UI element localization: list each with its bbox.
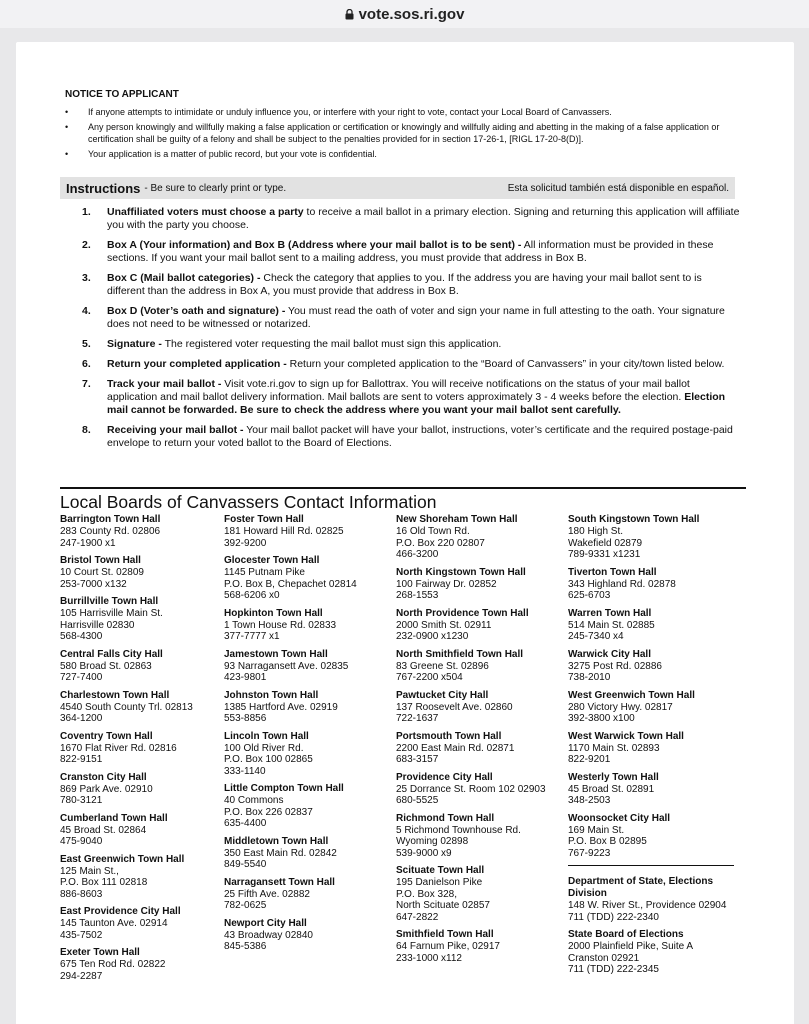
board-detail: 886-8603	[60, 888, 103, 900]
step-number: 1.	[82, 206, 91, 218]
board-entry	[60, 906, 235, 941]
board-name: North Providence Town Hall	[396, 607, 529, 619]
board-detail: 625-6703	[568, 590, 611, 601]
board-name: Cranston City Hall	[60, 771, 147, 783]
board-detail: P.O. Box 226 02837	[224, 806, 313, 818]
board-detail: P.O. Box 328,	[396, 888, 457, 900]
board-name: Westerly Town Hall	[568, 771, 659, 783]
step-text: You must read the oath of voter and sign your name in full attesting to the oath. Your signature does not need to be witnessed or notarized.	[107, 305, 725, 330]
lock-icon	[345, 9, 354, 20]
board-detail: 5 Richmond Townhouse Rd.	[396, 824, 521, 836]
board-detail: 232-0900 x1230	[396, 631, 469, 642]
board-name: Portsmouth Town Hall	[396, 730, 502, 742]
step-bold-text: Box D (Voter’s oath and signature) -	[107, 305, 286, 317]
board-detail: 580 Broad St. 02863	[60, 660, 152, 672]
board-detail: 475-9040	[60, 836, 103, 847]
document-page	[16, 42, 794, 1024]
board-detail: 137 Roosevelt Ave. 02860	[396, 701, 513, 713]
board-entry	[568, 514, 743, 561]
instruction-step	[82, 239, 742, 265]
board-detail: 181 Howard Hill Rd. 02825	[224, 526, 344, 537]
step-number: 4.	[82, 305, 91, 317]
board-detail: Cranston 02921	[568, 952, 640, 964]
board-detail: 435-7502	[60, 929, 103, 941]
board-name: Pawtucket City Hall	[396, 689, 489, 701]
board-name: Middletown Town Hall	[224, 835, 329, 847]
board-name: Providence City Hall	[396, 771, 493, 783]
board-detail: 125 Main St.,	[60, 865, 119, 877]
board-detail: 1670 Flat River Rd. 02816	[60, 742, 177, 754]
board-detail: 845-5386	[224, 941, 267, 952]
board-entry	[224, 555, 399, 602]
board-name: Richmond Town Hall	[396, 812, 495, 824]
board-detail: 2000 Plainfield Pike, Suite A	[568, 941, 694, 952]
board-detail: 675 Ten Rod Rd. 02822	[60, 959, 166, 970]
board-entry	[224, 877, 399, 912]
step-bold-text: Track your mail ballot -	[107, 378, 222, 390]
board-detail: 780-3121	[60, 795, 103, 806]
step-number: 8.	[82, 424, 91, 436]
board-detail: 789-9331 x1231	[568, 549, 641, 560]
step-text: The registered voter requesting the mail ballot must sign this application.	[161, 338, 502, 350]
board-entry	[568, 929, 743, 976]
local-boards-title: Local Boards of Canvassers Contact Information	[60, 492, 437, 512]
board-name: North Kingstown Town Hall	[396, 566, 526, 578]
notice-list	[65, 106, 745, 163]
board-detail: 767-9223	[568, 847, 611, 859]
board-name: Narragansett Town Hall	[224, 876, 335, 888]
board-detail: 195 Danielson Pike	[396, 877, 483, 888]
board-detail: P.O. Box 111 02818	[60, 877, 148, 888]
board-detail: 377-7777 x1	[224, 631, 280, 642]
step-bold-text: Unaffiliated voters must choose a party	[107, 206, 304, 218]
board-detail: 1145 Putnam Pike	[224, 567, 305, 578]
board-entry	[568, 567, 743, 602]
instruction-step	[82, 378, 742, 417]
board-name: Cumberland Town Hall	[60, 812, 168, 824]
board-detail: 180 High St.	[568, 526, 624, 537]
board-detail: 233-1000 x112	[396, 952, 462, 964]
board-entry	[396, 514, 571, 561]
board-entry	[60, 731, 235, 766]
board-detail: 268-1553	[396, 590, 439, 601]
board-detail: 539-9000 x9	[396, 847, 452, 859]
board-name: East Providence City Hall	[60, 906, 181, 917]
browser-url: vote.sos.ri.gov	[358, 5, 465, 23]
board-name: State Board of Elections	[568, 929, 684, 940]
board-detail: 100 Old River Rd.	[224, 742, 304, 754]
board-detail: 1170 Main St. 02893	[568, 742, 660, 754]
board-detail: 333-1140	[224, 765, 266, 777]
board-name: Central Falls City Hall	[60, 648, 163, 660]
board-name: Woonsocket City Hall	[568, 812, 671, 824]
instruction-step	[82, 206, 742, 232]
notice-title: NOTICE TO APPLICANT	[65, 89, 179, 100]
board-name: Burrillville Town Hall	[60, 596, 159, 607]
board-detail: 4540 South County Trl. 02813	[60, 701, 193, 713]
board-entry	[568, 772, 743, 807]
board-entry	[396, 567, 571, 602]
board-detail: 245-7340 x4	[568, 631, 624, 642]
board-detail: 247-1900 x1	[60, 537, 116, 549]
board-name: Warren Town Hall	[568, 607, 652, 619]
board-detail: 722-1637	[396, 713, 439, 724]
notice-item: • If anyone attempts to intimidate or unduly influence you, or interfere with your right to vote, contact your Local Board of Canvassers.	[65, 106, 745, 118]
board-name: Exeter Town Hall	[60, 947, 140, 958]
board-detail: 711 (TDD) 222-2340	[568, 911, 659, 923]
board-name: Tiverton Town Hall	[568, 566, 657, 578]
browser-address-bar[interactable]	[0, 0, 809, 28]
board-detail: Wakefield 02879	[568, 537, 643, 549]
board-detail: 25 Fifth Ave. 02882	[224, 888, 310, 900]
board-entry	[224, 783, 399, 830]
board-entry	[60, 813, 235, 848]
board-detail: 738-2010	[568, 672, 611, 683]
board-entry	[568, 608, 743, 643]
board-name: Scituate Town Hall	[396, 865, 485, 876]
board-name: New Shoreham Town Hall	[396, 514, 518, 525]
spanish-availability-note: Esta solicitud también está disponible en español.	[507, 182, 729, 194]
section-divider	[60, 487, 746, 489]
board-name: Coventry Town Hall	[60, 730, 153, 742]
step-text: Check the category that applies to you. If the address you are having your mail ballot sent to is different than the address in Box A, you must provide that address in Box B.	[107, 272, 702, 297]
instructions-header	[60, 177, 735, 199]
boards-column	[568, 514, 743, 982]
board-detail: 767-2200 x504	[396, 672, 463, 683]
notice-item: • Your application is a matter of public record, but your vote is confidential.	[65, 148, 745, 160]
board-detail: 169 Main St.	[568, 824, 625, 836]
board-detail: 869 Park Ave. 02910	[60, 783, 153, 795]
board-detail: 568-6206 x0	[224, 590, 280, 601]
board-name: Johnston Town Hall	[224, 689, 319, 701]
instruction-step	[82, 338, 742, 351]
board-entry	[60, 854, 235, 901]
board-detail: 40 Commons	[224, 795, 284, 806]
board-name: Jamestown Town Hall	[224, 648, 328, 660]
board-entry	[224, 731, 399, 778]
board-entry	[224, 514, 399, 549]
board-entry	[396, 731, 571, 766]
board-entry	[60, 690, 235, 725]
board-entry	[568, 731, 743, 766]
instruction-step	[82, 424, 742, 450]
step-number: 3.	[82, 272, 91, 284]
board-name: Warwick City Hall	[568, 648, 651, 660]
board-name: West Warwick Town Hall	[568, 730, 684, 742]
board-detail: 727-7400	[60, 672, 103, 683]
board-entry	[396, 608, 571, 643]
board-name: Bristol Town Hall	[60, 555, 141, 566]
board-detail: 350 East Main Rd. 02842	[224, 847, 337, 859]
board-detail: Harrisville 02830	[60, 619, 135, 631]
board-detail: 283 County Rd. 02806	[60, 526, 161, 537]
board-detail: 683-3157	[396, 754, 439, 765]
board-detail: 849-5540	[224, 859, 267, 870]
board-detail: 294-2287	[60, 970, 103, 982]
board-detail: P.O. Box B, Chepachet 02814	[224, 578, 357, 590]
board-name: East Greenwich Town Hall	[60, 853, 185, 865]
board-detail: 392-9200	[224, 537, 267, 549]
step-bold-text: Box A (Your information) and Box B (Address where your mail ballot is to be sent) -	[107, 239, 522, 251]
board-entry	[60, 514, 235, 549]
board-name: South Kingstown Town Hall	[568, 514, 700, 525]
step-text: Visit vote.ri.gov to sign up for Ballottrax. You will receive notifications on the status of your mail ballot application and mail ballot delivery information. Mail ballots are sent to voters approximately 3 - 4 weeks before the election.	[107, 378, 690, 403]
notice-item: • Any person knowingly and willfully making a false application or certification or knowingly and willfully aiding and abetting in the making of a false application or certification shall be guilty of a felony and shall be subject to the penalties provided for in section 17-26-1, [RIGL 17-20-8(D)].	[65, 121, 745, 145]
board-entry	[224, 649, 399, 684]
step-bold-text: Receiving your mail ballot -	[107, 424, 244, 436]
boards-column	[396, 514, 571, 970]
board-detail: 148 W. River St., Providence 02904	[568, 900, 727, 911]
board-entry	[224, 690, 399, 725]
board-detail: 3275 Post Rd. 02886	[568, 660, 662, 672]
board-detail: 64 Farnum Pike, 02917	[396, 941, 500, 952]
board-detail: 364-1200	[60, 713, 103, 724]
board-entry	[568, 813, 743, 860]
board-detail: 423-9801	[224, 672, 267, 683]
board-entry	[224, 608, 399, 643]
boards-column	[224, 514, 399, 959]
board-detail: 43 Broadway 02840	[224, 929, 313, 941]
board-detail: 2200 East Main Rd. 02871	[396, 742, 515, 754]
board-detail: 10 Court St. 02809	[60, 567, 144, 578]
board-entry	[396, 649, 571, 684]
board-detail: 253-7000 x132	[60, 578, 127, 590]
board-detail: 83 Greene St. 02896	[396, 660, 489, 672]
board-detail: 647-2822	[396, 911, 439, 923]
step-number: 7.	[82, 378, 91, 390]
step-number: 2.	[82, 239, 91, 251]
board-detail: 514 Main St. 02885	[568, 619, 655, 631]
board-detail: 25 Dorrance St. Room 102 02903	[396, 783, 546, 795]
board-name: North Smithfield Town Hall	[396, 648, 524, 660]
board-entry	[396, 772, 571, 807]
instructions-heading: Instructions	[66, 180, 141, 196]
board-entry	[396, 929, 571, 964]
board-name: Barrington Town Hall	[60, 514, 161, 525]
board-detail: 1385 Hartford Ave. 02919	[224, 701, 338, 713]
board-name: Newport City Hall	[224, 917, 307, 929]
board-entry	[60, 772, 235, 807]
board-detail: P.O. Box 220 02807	[396, 537, 485, 549]
board-detail: 348-2503	[568, 795, 611, 806]
board-detail: P.O. Box B 02895	[568, 836, 647, 847]
board-entry	[60, 555, 235, 590]
board-name: Hopkinton Town Hall	[224, 607, 323, 619]
board-detail: Wyoming 02898	[396, 836, 469, 847]
board-name: Department of State, Elections Division	[568, 876, 714, 899]
board-detail: 45 Broad St. 02891	[568, 783, 655, 795]
board-name: Lincoln Town Hall	[224, 730, 309, 742]
board-entry	[224, 836, 399, 871]
boards-column	[60, 514, 235, 988]
instruction-step	[82, 272, 742, 298]
board-detail: 105 Harrisville Main St.	[60, 608, 163, 619]
board-detail: 2000 Smith St. 02911	[396, 619, 492, 631]
board-entry	[396, 813, 571, 860]
column-divider	[568, 865, 734, 866]
board-entry	[568, 876, 743, 923]
board-detail: 45 Broad St. 02864	[60, 824, 147, 836]
board-name: Foster Town Hall	[224, 514, 304, 525]
board-entry	[60, 596, 235, 643]
board-entry	[60, 649, 235, 684]
board-entry	[224, 918, 399, 953]
step-bold-text: Box C (Mail ballot categories) -	[107, 272, 261, 284]
board-name: Charlestown Town Hall	[60, 689, 170, 701]
board-detail: 782-0625	[224, 900, 267, 911]
step-text: to receive a mail ballot in a primary election. Signing and returning this application will affiliate you with the party you choose.	[107, 206, 740, 231]
step-bold-text: Return your completed application -	[107, 358, 287, 370]
step-text: All information must be provided in these sections. If you want your mail ballot sent to a mailing address, you must provide that address in Box B.	[107, 239, 714, 264]
board-detail: North Scituate 02857	[396, 900, 490, 911]
step-text: Return your completed application to the “Board of Canvassers” in your city/town listed below.	[286, 358, 725, 370]
board-detail: 822-9201	[568, 754, 611, 765]
board-detail: 1 Town House Rd. 02833	[224, 619, 337, 631]
step-text: Your mail ballot packet will have your ballot, instructions, voter’s certificate and the required postage-paid envelope to return your voted ballot to the Board of Elections.	[107, 424, 733, 449]
step-number: 6.	[82, 358, 91, 370]
board-detail: 822-9151	[60, 754, 103, 765]
board-detail: 711 (TDD) 222-2345	[568, 964, 659, 975]
board-name: Glocester Town Hall	[224, 555, 320, 566]
board-detail: 16 Old Town Rd.	[396, 526, 470, 537]
board-detail: 343 Highland Rd. 02878	[568, 578, 676, 590]
board-name: Smithfield Town Hall	[396, 929, 494, 940]
step-number: 5.	[82, 338, 91, 350]
board-detail: 680-5525	[396, 795, 439, 806]
board-entry	[396, 865, 571, 923]
step-bold-text: Signature -	[107, 338, 162, 350]
instructions-subheading: - Be sure to clearly print or type.	[144, 182, 287, 194]
board-detail: 568-4300	[60, 631, 103, 642]
board-detail: 553-8856	[224, 713, 267, 724]
board-detail: 466-3200	[396, 549, 439, 560]
board-name: West Greenwich Town Hall	[568, 689, 695, 701]
board-entry	[396, 690, 571, 725]
board-name: Little Compton Town Hall	[224, 783, 344, 794]
step-bold-warning: Election mail cannot be forwarded. Be sure to check the address where you want your mail ballot sent carefully.	[107, 391, 726, 416]
board-detail: 100 Fairway Dr. 02852	[396, 578, 497, 590]
instruction-steps	[82, 206, 742, 457]
instruction-step	[82, 305, 742, 331]
board-detail: 635-4400	[224, 818, 267, 829]
board-detail: 280 Victory Hwy. 02817	[568, 701, 673, 713]
board-detail: 93 Narragansett Ave. 02835	[224, 660, 349, 672]
board-detail: P.O. Box 100 02865	[224, 754, 313, 765]
instruction-step	[82, 358, 742, 371]
board-entry	[60, 947, 235, 982]
board-detail: 145 Taunton Ave. 02914	[60, 918, 168, 929]
board-detail: 392-3800 x100	[568, 713, 635, 724]
board-entry	[568, 649, 743, 684]
board-entry	[568, 690, 743, 725]
